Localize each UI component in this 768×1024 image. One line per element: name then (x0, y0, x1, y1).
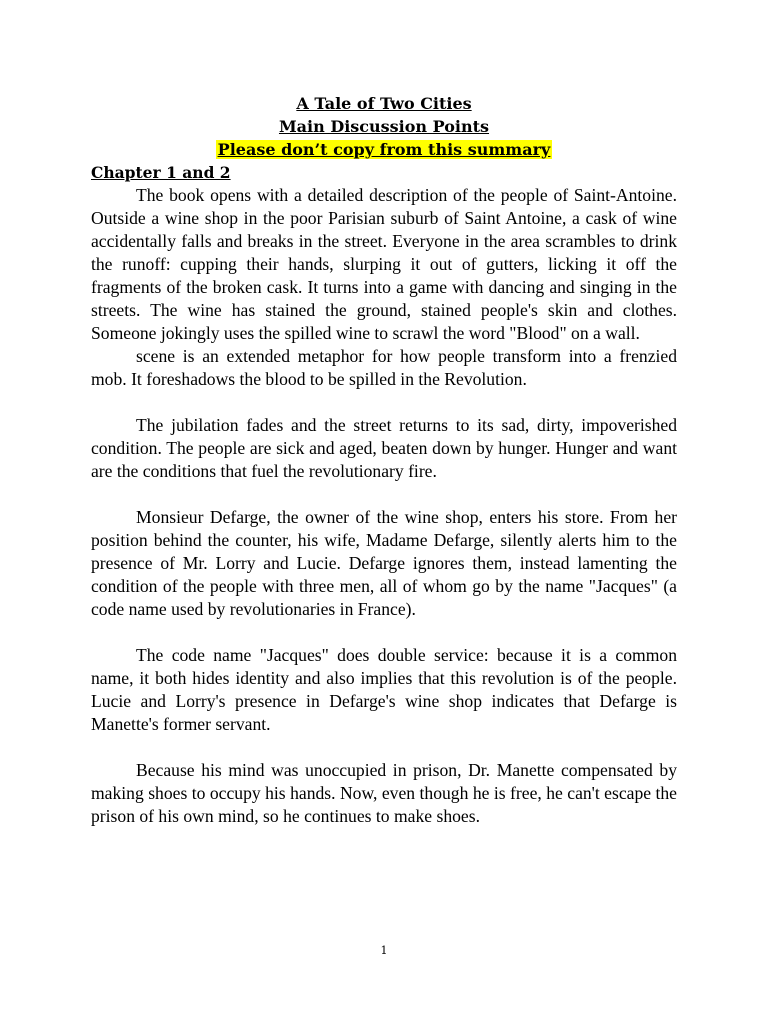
paragraph: The jubilation fades and the street returns to its sad, dirty, impoverished condition. The people are sick and aged, beaten down by hunger. Hunger and want are the conditions that fuel the revolutionary fire. (91, 415, 677, 481)
page-number: 1 (380, 944, 388, 957)
paragraph: scene is an extended metaphor for how people transform into a frenzied mob. It foreshadows the blood to be spilled in the Revolution. (91, 346, 677, 389)
document-title: A Tale of Two Cities (296, 94, 472, 113)
chapter-heading: Chapter 1 and 2 (91, 163, 231, 182)
document-body (91, 161, 677, 828)
paragraph: Monsieur Defarge, the owner of the wine shop, enters his store. From her position behind the counter, his wife, Madame Defarge, silently alerts him to the presence of Mr. Lorry and Lucie. Defarge ignores them, instead lamenting the condition of the people with three men, all of whom go by the name "Jacques" (a code name used by revolutionaries in France). (91, 507, 677, 619)
document-header (0, 92, 768, 161)
paragraph: The book opens with a detailed description of the people of Saint-Antoine. Outside a wine shop in the poor Parisian suburb of Saint Antoine, a cask of wine accidentally falls and breaks in the street. Everyone in the area scrambles to drink the runoff: cupping their hands, slurping it out of gutters, licking it off the fragments of the broken cask. It turns into a game with dancing and singing in the streets. The wine has stained the ground, stained people's skin and clothes. Someone jokingly uses the spilled wine to scrawl the word "Blood" on a wall. (91, 185, 677, 343)
document-subtitle: Main Discussion Points (278, 117, 490, 136)
copy-notice: Please don’t copy from this summary (217, 140, 551, 159)
paragraph: The code name "Jacques" does double service: because it is a common name, it both hides identity and also implies that this revolution is of the people. Lucie and Lorry's presence in Defarge's wine shop indicates that Defarge is Manette's former servant. (91, 645, 677, 734)
paragraph: Because his mind was unoccupied in prison, Dr. Manette compensated by making shoes to occupy his hands. Now, even though he is free, he can't escape the prison of his own mind, so he continues to make shoes. (91, 760, 677, 826)
